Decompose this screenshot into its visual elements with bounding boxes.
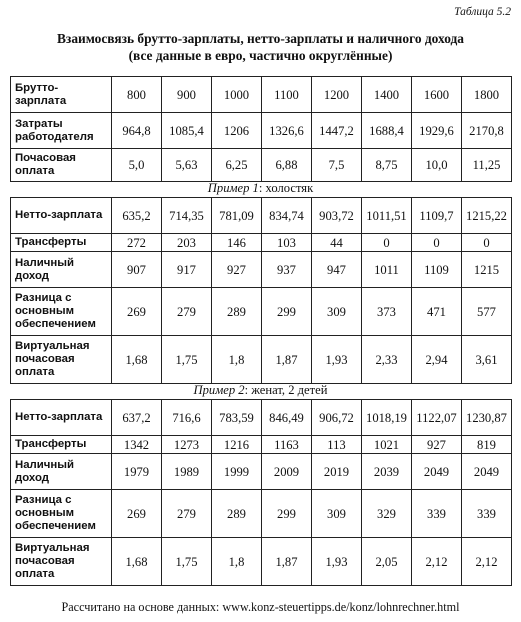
row-label: Почасовая оплата	[11, 149, 112, 182]
source-note: Рассчитано на основе данных: www.konz-steuertipps.de/konz/lohnrechner.html	[61, 600, 460, 614]
table-cell: 1,68	[112, 336, 162, 384]
table-cell: 1011	[362, 252, 412, 288]
table-cell: 1,75	[162, 336, 212, 384]
table-cell: 1342	[112, 436, 162, 454]
table-cell: 1163	[262, 436, 312, 454]
table-cell: 906,72	[312, 400, 362, 436]
table-cell: 5,0	[112, 149, 162, 182]
table-cell: 2,05	[362, 538, 412, 586]
table-cell: 1999	[212, 454, 262, 490]
table-cell: 1021	[362, 436, 412, 454]
table-cell: 0	[362, 234, 412, 252]
table-cell: 269	[112, 288, 162, 336]
table-cell: 2,12	[462, 538, 512, 586]
table-cell: 1600	[412, 77, 462, 113]
table-cell: 1,93	[312, 538, 362, 586]
table-cell: 1800	[462, 77, 512, 113]
table-cell: 1,8	[212, 336, 262, 384]
table-cell: 964,8	[112, 113, 162, 149]
example-1-description: : холостяк	[258, 181, 314, 195]
table-cell: 3,61	[462, 336, 512, 384]
table-cell: 1085,4	[162, 113, 212, 149]
table-row	[11, 288, 512, 336]
row-label: Трансферты	[11, 436, 112, 454]
row-label: Нетто-зарплата	[11, 400, 112, 436]
table-cell: 1011,51	[362, 198, 412, 234]
table-cell: 819	[462, 436, 512, 454]
table-cell: 339	[462, 490, 512, 538]
table-cell: 2049	[412, 454, 462, 490]
table-example-1	[10, 197, 512, 384]
table-cell: 339	[412, 490, 462, 538]
table-cell: 783,59	[212, 400, 262, 436]
table-cell: 1200	[312, 77, 362, 113]
table-cell: 714,35	[162, 198, 212, 234]
table-cell: 1688,4	[362, 113, 412, 149]
table-cell: 1989	[162, 454, 212, 490]
table-cell: 635,2	[112, 198, 162, 234]
table-cell: 1447,2	[312, 113, 362, 149]
table-cell: 800	[112, 77, 162, 113]
table-general	[10, 76, 512, 182]
table-title	[0, 30, 521, 64]
table-cell: 6,25	[212, 149, 262, 182]
table-row	[11, 252, 512, 288]
table-cell: 5,63	[162, 149, 212, 182]
row-label: Наличный доход	[11, 252, 112, 288]
table-cell: 279	[162, 490, 212, 538]
example-2-heading	[0, 383, 521, 398]
table-cell: 289	[212, 490, 262, 538]
table-cell: 1122,07	[412, 400, 462, 436]
table-cell: 113	[312, 436, 362, 454]
row-label: Разница с основным обеспечением	[11, 490, 112, 538]
table-row	[11, 538, 512, 586]
table-cell: 917	[162, 252, 212, 288]
table-cell: 781,09	[212, 198, 262, 234]
table-cell: 44	[312, 234, 362, 252]
example-2-label: Пример 2	[193, 383, 245, 397]
table-example-2	[10, 399, 512, 586]
row-label: Наличный доход	[11, 454, 112, 490]
row-label: Трансферты	[11, 234, 112, 252]
example-1-label: Пример 1	[207, 181, 259, 195]
row-label: Виртуальная почасовая оплата	[11, 336, 112, 384]
table-cell: 0	[462, 234, 512, 252]
table-cell: 907	[112, 252, 162, 288]
table-row	[11, 336, 512, 384]
table-row	[11, 436, 512, 454]
table-cell: 1979	[112, 454, 162, 490]
table-cell: 7,5	[312, 149, 362, 182]
table-cell: 309	[312, 288, 362, 336]
table-cell: 1018,19	[362, 400, 412, 436]
table-cell: 1215,22	[462, 198, 512, 234]
table-row	[11, 454, 512, 490]
row-label: Нетто-зарплата	[11, 198, 112, 234]
table-cell: 834,74	[262, 198, 312, 234]
example-1-heading	[0, 181, 521, 196]
table-row	[11, 149, 512, 182]
row-label: Разница с основным обеспечением	[11, 288, 112, 336]
table-cell: 947	[312, 252, 362, 288]
table-cell: 900	[162, 77, 212, 113]
table-cell: 1206	[212, 113, 262, 149]
title-line-1: Взаимосвязь брутто-зарплаты, нетто-зарплаты и наличного дохода	[57, 31, 464, 46]
table-cell: 471	[412, 288, 462, 336]
table-cell: 10,0	[412, 149, 462, 182]
table-cell: 1,93	[312, 336, 362, 384]
table-cell: 1400	[362, 77, 412, 113]
example-2-description: : женат, 2 детей	[244, 383, 328, 397]
row-label: Виртуальная почасовая оплата	[11, 538, 112, 586]
table-cell: 2170,8	[462, 113, 512, 149]
table-cell: 927	[412, 436, 462, 454]
table-row	[11, 198, 512, 234]
table-cell: 2039	[362, 454, 412, 490]
table-row	[11, 77, 512, 113]
table-cell: 577	[462, 288, 512, 336]
table-cell: 11,25	[462, 149, 512, 182]
table-cell: 1929,6	[412, 113, 462, 149]
table-cell: 272	[112, 234, 162, 252]
table-cell: 846,49	[262, 400, 312, 436]
table-cell: 1000	[212, 77, 262, 113]
table-cell: 299	[262, 288, 312, 336]
table-cell: 103	[262, 234, 312, 252]
table-row	[11, 113, 512, 149]
table-cell: 1,87	[262, 336, 312, 384]
table-cell: 903,72	[312, 198, 362, 234]
table-cell: 279	[162, 288, 212, 336]
table-cell: 637,2	[112, 400, 162, 436]
table-cell: 269	[112, 490, 162, 538]
table-cell: 2049	[462, 454, 512, 490]
table-cell: 2,33	[362, 336, 412, 384]
table-cell: 203	[162, 234, 212, 252]
row-label: Затраты работодателя	[11, 113, 112, 149]
table-cell: 1109,7	[412, 198, 462, 234]
table-cell: 6,88	[262, 149, 312, 182]
table-cell: 2009	[262, 454, 312, 490]
table-cell: 1215	[462, 252, 512, 288]
table-cell: 2,12	[412, 538, 462, 586]
table-cell: 2019	[312, 454, 362, 490]
table-row	[11, 234, 512, 252]
table-cell: 937	[262, 252, 312, 288]
table-row	[11, 490, 512, 538]
table-cell: 0	[412, 234, 462, 252]
table-cell: 1,75	[162, 538, 212, 586]
table-cell: 1,68	[112, 538, 162, 586]
row-label: Брутто-зарплата	[11, 77, 112, 113]
table-cell: 299	[262, 490, 312, 538]
table-cell: 1,8	[212, 538, 262, 586]
table-cell: 1100	[262, 77, 312, 113]
table-cell: 716,6	[162, 400, 212, 436]
table-cell: 1230,87	[462, 400, 512, 436]
table-cell: 927	[212, 252, 262, 288]
table-caption: Таблица 5.2	[454, 6, 511, 18]
table-cell: 8,75	[362, 149, 412, 182]
table-cell: 329	[362, 490, 412, 538]
table-cell: 1273	[162, 436, 212, 454]
table-cell: 289	[212, 288, 262, 336]
table-cell: 146	[212, 234, 262, 252]
table-cell: 1326,6	[262, 113, 312, 149]
table-cell: 309	[312, 490, 362, 538]
title-line-2: (все данные в евро, частично округлённые)	[128, 48, 393, 63]
table-row	[11, 400, 512, 436]
table-cell: 2,94	[412, 336, 462, 384]
table-cell: 1216	[212, 436, 262, 454]
table-cell: 1109	[412, 252, 462, 288]
table-cell: 373	[362, 288, 412, 336]
table-cell: 1,87	[262, 538, 312, 586]
